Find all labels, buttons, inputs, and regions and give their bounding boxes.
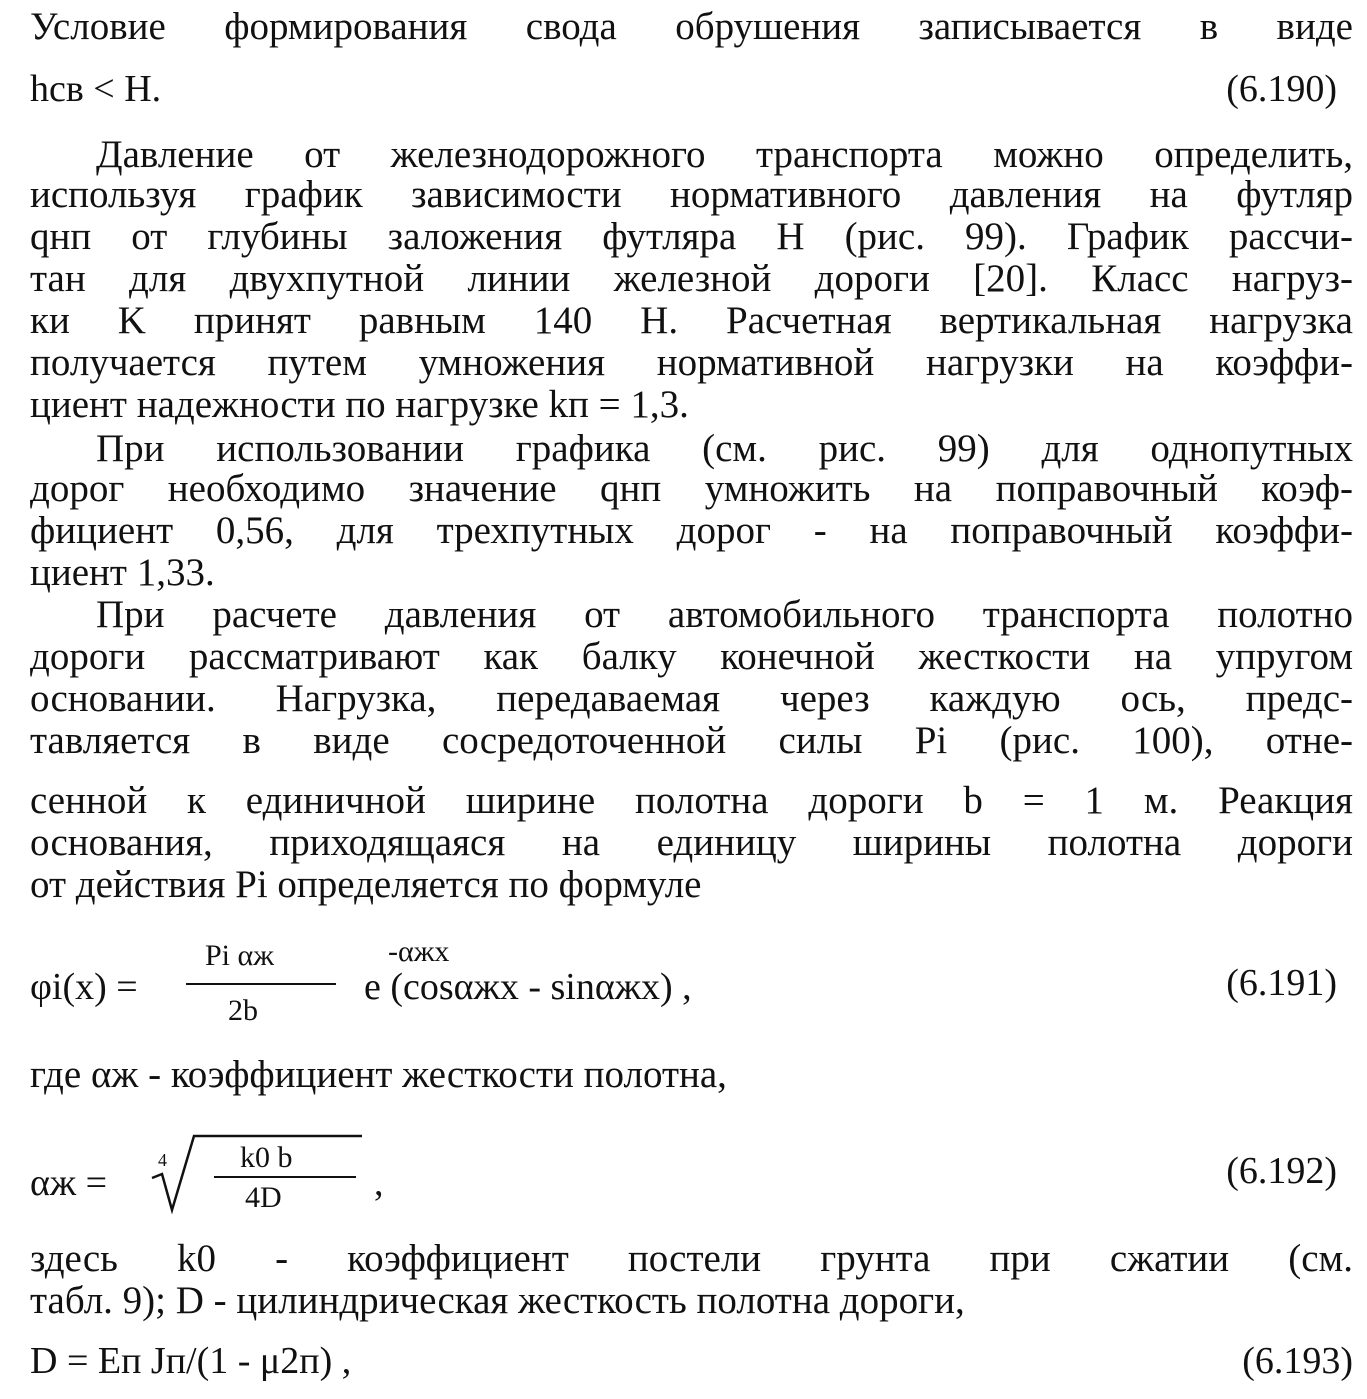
text-line: циент надежности по нагрузке kп = 1,3. (30, 383, 689, 426)
text-line: При расчете давления от автомобильного транспорта полотно (96, 593, 1353, 636)
text-line: дорог необходимо значение qнп умножить на поправочный коэф- (30, 467, 1353, 510)
text-line: фициент 0,56, для трехпутных дорог - на поправочный коэффи- (30, 509, 1353, 552)
text-line: тан для двухпутной линии железной дороги [20]. Класс нагруз- (30, 257, 1353, 300)
root-index: 4 (158, 1150, 167, 1170)
text-line: основании. Нагрузка, передаваемая через каждую ось, предс- (30, 677, 1353, 720)
fraction-numerator: Pi αж (205, 939, 274, 972)
text-line: ки K принят равным 140 Н. Расчетная вертикальная нагрузка (30, 299, 1353, 342)
text-line: Давление от железнодорожного транспорта можно определить, (96, 133, 1353, 176)
fraction-denominator: 4D (245, 1181, 282, 1214)
equation-lhs: αж = (30, 1162, 108, 1204)
text-line: дороги рассматривают как балку конечной жесткости на упругом (30, 635, 1353, 678)
text-line: используя график зависимости нормативного давления на футляр (30, 173, 1353, 216)
fraction-numerator: k0 b (240, 1141, 293, 1174)
equation-lhs: φi(x) = (30, 966, 138, 1008)
text-line: где αж - коэффициент жесткости полотна, (30, 1053, 727, 1096)
text-line: Условие формирования свода обрушения записывается в виде (30, 5, 1353, 48)
text-line: qнп от глубины заложения футляра H (рис. 99). График рассчи- (30, 215, 1353, 258)
equation-6-190: hсв < H. (30, 68, 162, 110)
equation-number: (6.192) (1226, 1150, 1337, 1192)
equation-number: (6.193) (1242, 1340, 1353, 1382)
text-line: основания, приходящаяся на единицу ширины полотна дороги (30, 821, 1353, 864)
equation-number: (6.191) (1226, 962, 1337, 1004)
equation-number: (6.190) (1226, 68, 1337, 110)
text-line: циент 1,33. (30, 551, 215, 594)
text-line: от действия Pi определяется по формуле (30, 863, 702, 906)
text-line: сенной к единичной ширине полотна дороги b = 1 м. Реакция (30, 779, 1353, 822)
equation-rest: , (374, 1162, 384, 1204)
text-line: табл. 9); D - цилиндрическая жесткость полотна дороги, (30, 1279, 965, 1322)
fraction-bar (186, 983, 336, 985)
text-line: здесь k0 - коэффициент постели грунта при сжатии (см. (30, 1237, 1353, 1280)
text-line: При использовании графика (см. рис. 99) для однопутных (96, 427, 1353, 470)
exponent: -αжx (388, 935, 450, 968)
fraction-bar (214, 1176, 356, 1178)
equation-6-193: D = Eп Jп/(1 - μ2п) , (30, 1340, 352, 1382)
text-line: тавляется в виде сосредоточенной силы Pi (рис. 100), отне- (30, 719, 1353, 762)
equation-rest: e (cosαжx - sinαжx) , (364, 966, 692, 1008)
text-line: получается путем умножения нормативной нагрузки на коэффи- (30, 341, 1353, 384)
fraction-denominator: 2b (228, 994, 258, 1027)
